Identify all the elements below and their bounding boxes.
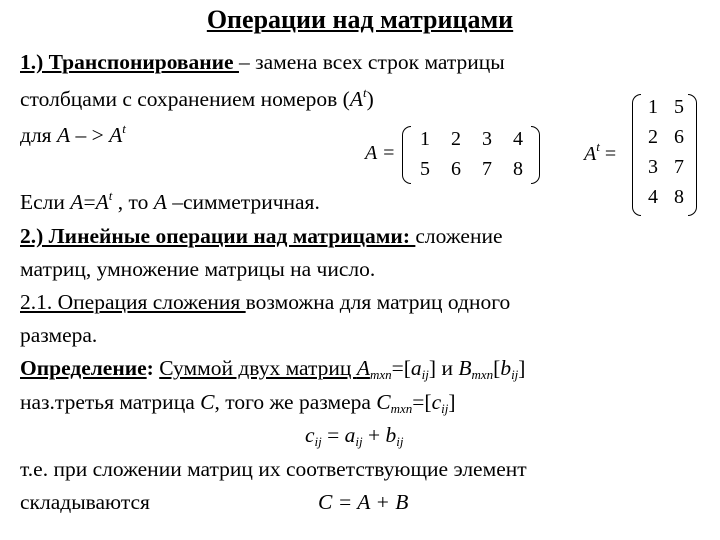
bracket-close: ]: [448, 390, 456, 414]
matrix-at-cell: 8: [674, 186, 684, 208]
sum-equation: C = A + B: [318, 490, 409, 514]
symbol-b: B: [458, 356, 472, 380]
superscript-t: t: [362, 85, 367, 100]
symbol-a: A: [95, 190, 109, 214]
addition-line: [20, 289, 510, 315]
if-text: Если: [20, 190, 71, 214]
subscript-mxn: mxn: [390, 401, 413, 416]
bracket-open: =[: [412, 390, 432, 414]
addition-text: возможна для матриц одного: [245, 290, 511, 314]
matrix-a-cell: 2: [451, 128, 461, 150]
matrix-at-cell: 4: [648, 186, 658, 208]
matrix-at: [584, 94, 704, 218]
symbol-c: C: [200, 390, 215, 414]
matrix-at-cell: 6: [674, 126, 684, 148]
symbol-a: A: [56, 123, 71, 147]
bracket-close: ]: [518, 356, 526, 380]
matrix-at-cell: 3: [648, 156, 658, 178]
called-text: наз.третья матрица: [20, 390, 201, 414]
matrix-a: [365, 124, 545, 188]
definition-label: Определение: [20, 356, 147, 380]
matrix-a-cell: 3: [482, 128, 492, 150]
addition-line-2: размера.: [20, 323, 98, 347]
definition-underlined: Суммой двух матриц A: [159, 356, 370, 380]
linear-ops-line: [20, 223, 503, 249]
symbol-a: A: [349, 87, 363, 111]
symmetric-text: –симметричная.: [166, 190, 320, 214]
subscript-mxn: mxn: [471, 367, 494, 382]
and-text: ] и: [428, 356, 459, 380]
page-title: Операции над матрицами: [206, 5, 514, 34]
matrix-at-right-bracket: [688, 94, 697, 216]
matrix-a-cell: 8: [513, 158, 523, 180]
matrix-at-left-bracket: [632, 94, 641, 216]
bracket-open: [: [493, 356, 501, 380]
matrix-a-cell: 1: [420, 128, 430, 150]
conclusion-line: т.е. при сложении матриц их соответствующие элемент: [20, 457, 527, 481]
transposition-line-2: [20, 86, 374, 112]
superscript-t: t: [122, 121, 126, 136]
linear-ops-heading: 2.) Линейные операции над матрицами:: [20, 224, 416, 248]
for-text: для: [20, 123, 57, 147]
conclusion-line-2: складываются: [20, 490, 150, 514]
subscript-ij: ij: [441, 401, 449, 416]
symbol-a-elem: a: [410, 356, 422, 380]
symbol-c-elem: c: [431, 390, 442, 414]
linear-ops-text: сложение: [415, 224, 503, 248]
transposition-heading: 1.) Транспонирование: [20, 50, 239, 74]
symbol-a: A: [153, 190, 167, 214]
matrix-a-label: A =: [365, 142, 396, 164]
subscript-ij: ij: [511, 367, 519, 382]
transposition-definition: – замена всех строк матрицы: [238, 50, 505, 74]
transposition-line: [20, 49, 505, 75]
addition-heading: 2.1. Операция сложения: [20, 290, 246, 314]
same-size-text: , того же размера: [214, 390, 377, 414]
subscript-ij: ij: [421, 367, 429, 382]
matrix-a-right-bracket: [531, 126, 540, 184]
matrix-at-cell: 7: [674, 156, 684, 178]
definition-line: [20, 355, 525, 381]
matrix-a-cell: 4: [513, 128, 523, 150]
matrix-at-label: $A^t$ =: [584, 139, 617, 165]
matrix-a-left-bracket: [402, 126, 411, 184]
matrix-at-cell: 1: [648, 96, 658, 118]
symbol-a: A: [70, 190, 84, 214]
addition-formula: $c_{ij} = a_{ij} + b_{ij}$: [305, 423, 404, 449]
arrow-text: – >: [70, 123, 110, 147]
matrix-at-cell: 2: [648, 126, 658, 148]
symmetric-line: [20, 189, 320, 215]
symbol-c: C: [376, 390, 391, 414]
superscript-t: t: [108, 188, 113, 203]
subscript-mxn: mxn: [369, 367, 392, 382]
matrix-a-cell: 7: [482, 158, 492, 180]
symbol-a: A: [109, 123, 123, 147]
equals-sign: =: [83, 190, 96, 214]
transposition-text: столбцами с сохранением номеров (: [20, 87, 350, 111]
symbol-b-elem: b: [500, 356, 512, 380]
matrix-at-cell: 5: [674, 96, 684, 118]
paren-close: ): [366, 87, 374, 111]
matrix-a-cell: 5: [420, 158, 430, 180]
bracket-open: =[: [391, 356, 411, 380]
definition-colon: :: [146, 356, 160, 380]
matrix-a-cell: 6: [451, 158, 461, 180]
then-text: , то: [112, 190, 154, 214]
transposition-line-3: [20, 122, 126, 148]
linear-ops-line-2: матриц, умножение матрицы на число.: [20, 257, 376, 281]
definition-line-2: [20, 389, 456, 415]
